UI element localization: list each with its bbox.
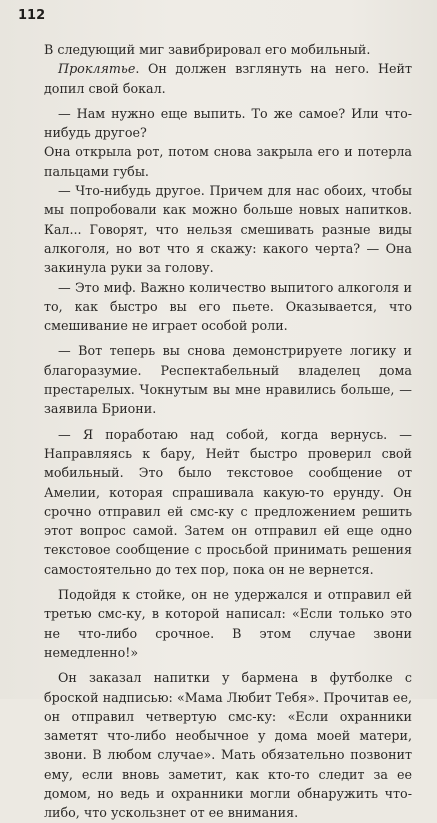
paragraph-2-text: . Он должен взглянуть на него. Нейт допил свой бокал. — [44, 61, 412, 96]
paragraph-7: — Вот теперь вы снова демонстрируете логику и благоразумие. Респектабельный владелец дома престарелых. Чокнутым вы мне нравились больше, — заявила Бриони. — [44, 343, 412, 417]
page-text — [44, 40, 412, 823]
paragraph-8: — Я поработаю над собой, когда вернусь. — Направляясь к бару, Нейт быстро проверил свой мобильный. Это было текстовое сообщение от Амелии, которая спрашивала какую-то ерунду. Он срочно отправил ей смс-ку с предложением решить этот вопрос самой. Затем он отправил ей еще одно текстовое сообщение с просьбой принимать решения самостоятельно до тех пор, пока он не вернется. — [44, 426, 412, 577]
paragraph-10: Он заказал напитки у бармена в футболке с броской надписью: «Мама Любит Тебя». Прочитав ее, он отправил четвертую смс-ку: «Если охранники заметят что-либо необычное у дома моей матери, звони. В любом случае». Мать обязательно позвонит ему, если вновь заметит, как кто-то следит за ее домом, но ведь и охранники могли обнаружить что-либо, что ускользнет от ее внимания. — [44, 670, 412, 821]
paragraph-4: Она открыла рот, потом снова закрыла его и потерла пальцами губы. — [44, 144, 412, 179]
page-number: 112 — [18, 8, 46, 23]
paragraph-1: В следующий миг завибрировал его мобильный. — [44, 42, 371, 57]
paragraph-9: Подойдя к стойке, он не удержался и отправил ей третью смс-ку, в которой написал: «Если только это не что-либо срочное. В этом случае звони немедленно!» — [44, 587, 412, 660]
paragraph-3: — Нам нужно еще выпить. То же самое? Или что-нибудь другое? — [44, 105, 412, 141]
paragraph-6: — Это миф. Важно количество выпитого алкоголя и то, как быстро вы его пьете. Оказывается, что смешивание не играет особой роли. — [44, 279, 412, 334]
paragraph-5: — Что-нибудь другое. Причем для нас обоих, чтобы мы попробовали как можно больше новых напитков. Кал... Говорят, что нельзя смешивать разные виды алкоголя, но вот что я скажу: какого черта? — Она закинула руки за голову. — [44, 183, 412, 276]
paragraph-2-italic: Проклятье — [58, 61, 136, 77]
paragraph-2 — [44, 59, 412, 98]
